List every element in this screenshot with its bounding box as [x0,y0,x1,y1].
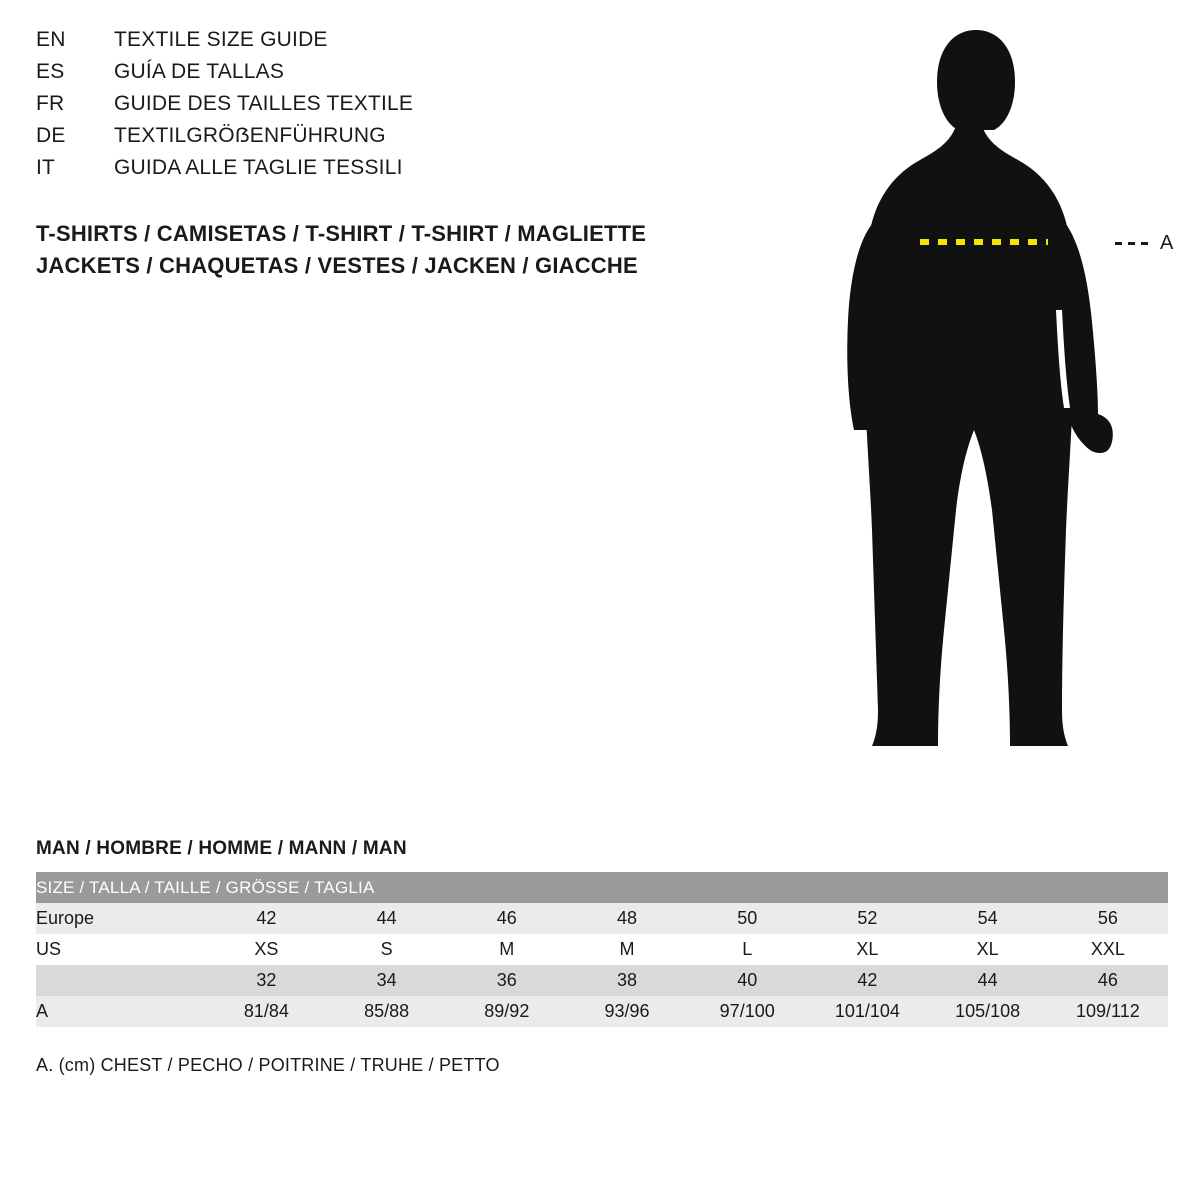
language-row-de [36,124,736,156]
figure-male-silhouette [820,10,1200,790]
cell-us-3: M [567,934,687,965]
table-band-header [36,872,1168,903]
language-code-fr: FR [36,92,65,115]
cell-us-2: M [447,934,567,965]
cell-numeric-4: 40 [687,965,807,996]
measure-label-a: A [1160,232,1174,254]
language-row-fr [36,92,736,124]
cell-a-2: 89/92 [447,996,567,1027]
cell-a-1: 85/88 [327,996,447,1027]
cell-us-6: XL [928,934,1048,965]
table-row [36,965,1168,996]
cell-us-5: XL [807,934,927,965]
language-code-de: DE [36,124,66,147]
language-text-es: GUÍA DE TALLAS [114,60,285,83]
row-label-europe: Europe [36,903,206,934]
row-label-a: A [36,996,206,1027]
cell-numeric-0: 32 [206,965,326,996]
size-table-section [36,838,1168,1076]
row-label-us: US [36,934,206,965]
cell-europe-7: 56 [1048,903,1168,934]
cell-a-5: 101/104 [807,996,927,1027]
cell-us-4: L [687,934,807,965]
cell-us-1: S [327,934,447,965]
cell-europe-1: 44 [327,903,447,934]
cell-europe-6: 54 [928,903,1048,934]
cell-numeric-3: 38 [567,965,687,996]
language-text-de: TEXTILGRÖẞENFÜHRUNG [114,124,386,147]
table-footnote: A. (cm) CHEST / PECHO / POITRINE / TRUHE / PETTO [36,1055,500,1075]
cell-a-4: 97/100 [687,996,807,1027]
silhouette-svg [820,10,1200,790]
cell-us-0: XS [206,934,326,965]
table-row [36,934,1168,965]
language-code-it: IT [36,156,56,179]
cell-a-7: 109/112 [1048,996,1168,1027]
language-code-es: ES [36,60,65,83]
cell-numeric-7: 46 [1048,965,1168,996]
garment-categories [36,218,796,282]
cell-europe-0: 42 [206,903,326,934]
language-code-en: EN [36,28,66,51]
language-text-fr: GUIDE DES TAILLES TEXTILE [114,92,414,115]
row-label-numeric [36,965,206,996]
table-row [36,996,1168,1027]
table-section-title: MAN / HOMBRE / HOMME / MANN / MAN [36,838,407,859]
language-row-it [36,156,736,188]
cell-europe-5: 52 [807,903,927,934]
category-tshirts: T-SHIRTS / CAMISETAS / T-SHIRT / T-SHIRT / MAGLIETTE [36,221,647,246]
language-row-en [36,28,736,60]
language-text-it: GUIDA ALLE TAGLIE TESSILI [114,156,403,179]
cell-a-6: 105/108 [928,996,1048,1027]
language-text-en: TEXTILE SIZE GUIDE [114,28,328,51]
cell-numeric-5: 42 [807,965,927,996]
cell-numeric-2: 36 [447,965,567,996]
cell-us-7: XXL [1048,934,1168,965]
table-row [36,903,1168,934]
cell-europe-3: 48 [567,903,687,934]
cell-numeric-1: 34 [327,965,447,996]
cell-a-3: 93/96 [567,996,687,1027]
table-band-title: SIZE / TALLA / TAILLE / GRÖSSE / TAGLIA [36,872,1168,903]
language-list [36,28,736,188]
cell-a-0: 81/84 [206,996,326,1027]
category-jackets: JACKETS / CHAQUETAS / VESTES / JACKEN / GIACCHE [36,252,638,278]
size-table [36,872,1168,1027]
cell-europe-2: 46 [447,903,567,934]
cell-europe-4: 50 [687,903,807,934]
measure-leader-dashes [1115,242,1151,245]
language-row-es [36,60,736,92]
cell-numeric-6: 44 [928,965,1048,996]
